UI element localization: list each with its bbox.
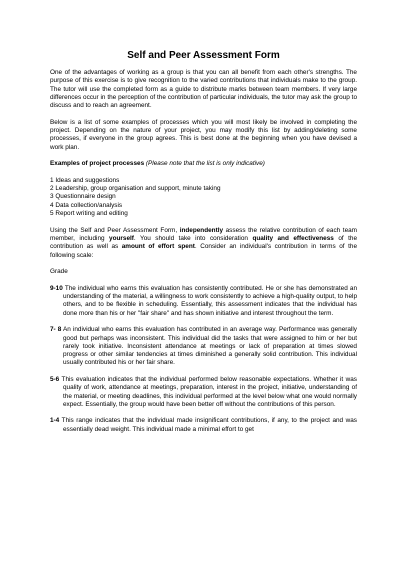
usage-text: assess the relative contribution of each team member, including	[50, 226, 357, 242]
examples-note: (Please note that the list is only indicative)	[145, 160, 265, 168]
grade-description: This range indicates that the individual made insignificant contributions, if any, to the project and was essentially dead weight. This individual made a minimal effort to get	[59, 417, 357, 433]
grade-description: This evaluation indicates that the individual performed below reasonable expectations. Whether it was quality of work, attendance at meetings, preparation, interest in the project, initiative, understanding of the material, or meeting deadlines, this individual performed at the level below what one would normally expect. Essentially, the group would have been better off without the contributions of this person.	[59, 375, 357, 408]
process-item: 2 Leadership, group organisation and support, minute taking	[50, 185, 221, 193]
usage-emphasis: quality and effectiveness	[252, 234, 334, 242]
process-list	[50, 177, 357, 218]
usage-text: Using the Self and Peer Assessment Form,	[50, 226, 180, 234]
grade-range: 7- 8	[50, 326, 62, 334]
grade-item	[50, 417, 357, 434]
grade-item	[50, 326, 357, 367]
grade-label: Grade	[50, 268, 68, 276]
grade-description: The individual who earns this evaluation has consistently contributed. He or she has demonstrated an understanding of the material, a willingness to work consistently to achieve a high-quality output, to help others, and to be flexible in scheduling. Essentially, this assessment indicates that the individual has done more than his or her "fair share" and has shown initiative and interest throughout the term.	[62, 284, 357, 317]
usage-emphasis: independently	[179, 226, 224, 234]
usage-text: . Consider an individual's contribution in terms of the following scale:	[50, 243, 358, 259]
process-item: 1 Ideas and suggestions	[50, 176, 120, 184]
usage-paragraph	[50, 227, 357, 260]
grade-item	[50, 285, 357, 318]
usage-text: . You should take into consideration	[133, 234, 253, 242]
grade-range: 1-4	[50, 417, 60, 425]
process-item: 4 Data collection/analysis	[50, 201, 123, 209]
examples-heading	[50, 160, 357, 168]
intro-paragraph: One of the advantages of working as a group is that you can all benefit from each other's strengths. The purpose of this exercise is to give recognition to the varied contributions that individuals make to the group. The tutor will use the completed form as a guide to distribute marks between team members. If very large differences occur in the perception of the contribution of particular individuals, the tutor may ask the group to discuss and to reach an agreement.	[50, 69, 357, 110]
examples-heading-text: Examples of project processes	[50, 160, 145, 168]
usage-emphasis: amount of effort spent	[121, 243, 195, 251]
usage-text: of the contribution as well as	[50, 234, 358, 251]
usage-emphasis: yourself	[109, 234, 134, 242]
grade-range: 9-10	[50, 284, 63, 292]
grade-range: 5-6	[50, 375, 60, 383]
grade-description: An individual who earns this evaluation has contributed in an average way. Performance was generally good but perhaps was inconsistent. This individual did the tasks that were assigned to him or her but rarely took initiative. Inconsistent attendance at meetings or lack of preparation at times slowed progress or other similar tendencies at times diminished a generally solid contribution. This individual usually contributed his or her fair share.	[61, 326, 357, 367]
process-item: 5 Report writing and editing	[50, 210, 128, 218]
grade-item	[50, 376, 357, 409]
page-title: Self and Peer Assessment Form	[127, 50, 280, 61]
process-item: 3 Questionnaire design	[50, 193, 116, 201]
processes-intro-paragraph: Below is a list of some examples of processes which you will most likely be involved in completing the project. Depending on the nature of your project, you may modify this list by adding/deleting some processes, if everyone in the group agrees. This is best done at the beginning when you have devised a work plan.	[50, 118, 357, 151]
